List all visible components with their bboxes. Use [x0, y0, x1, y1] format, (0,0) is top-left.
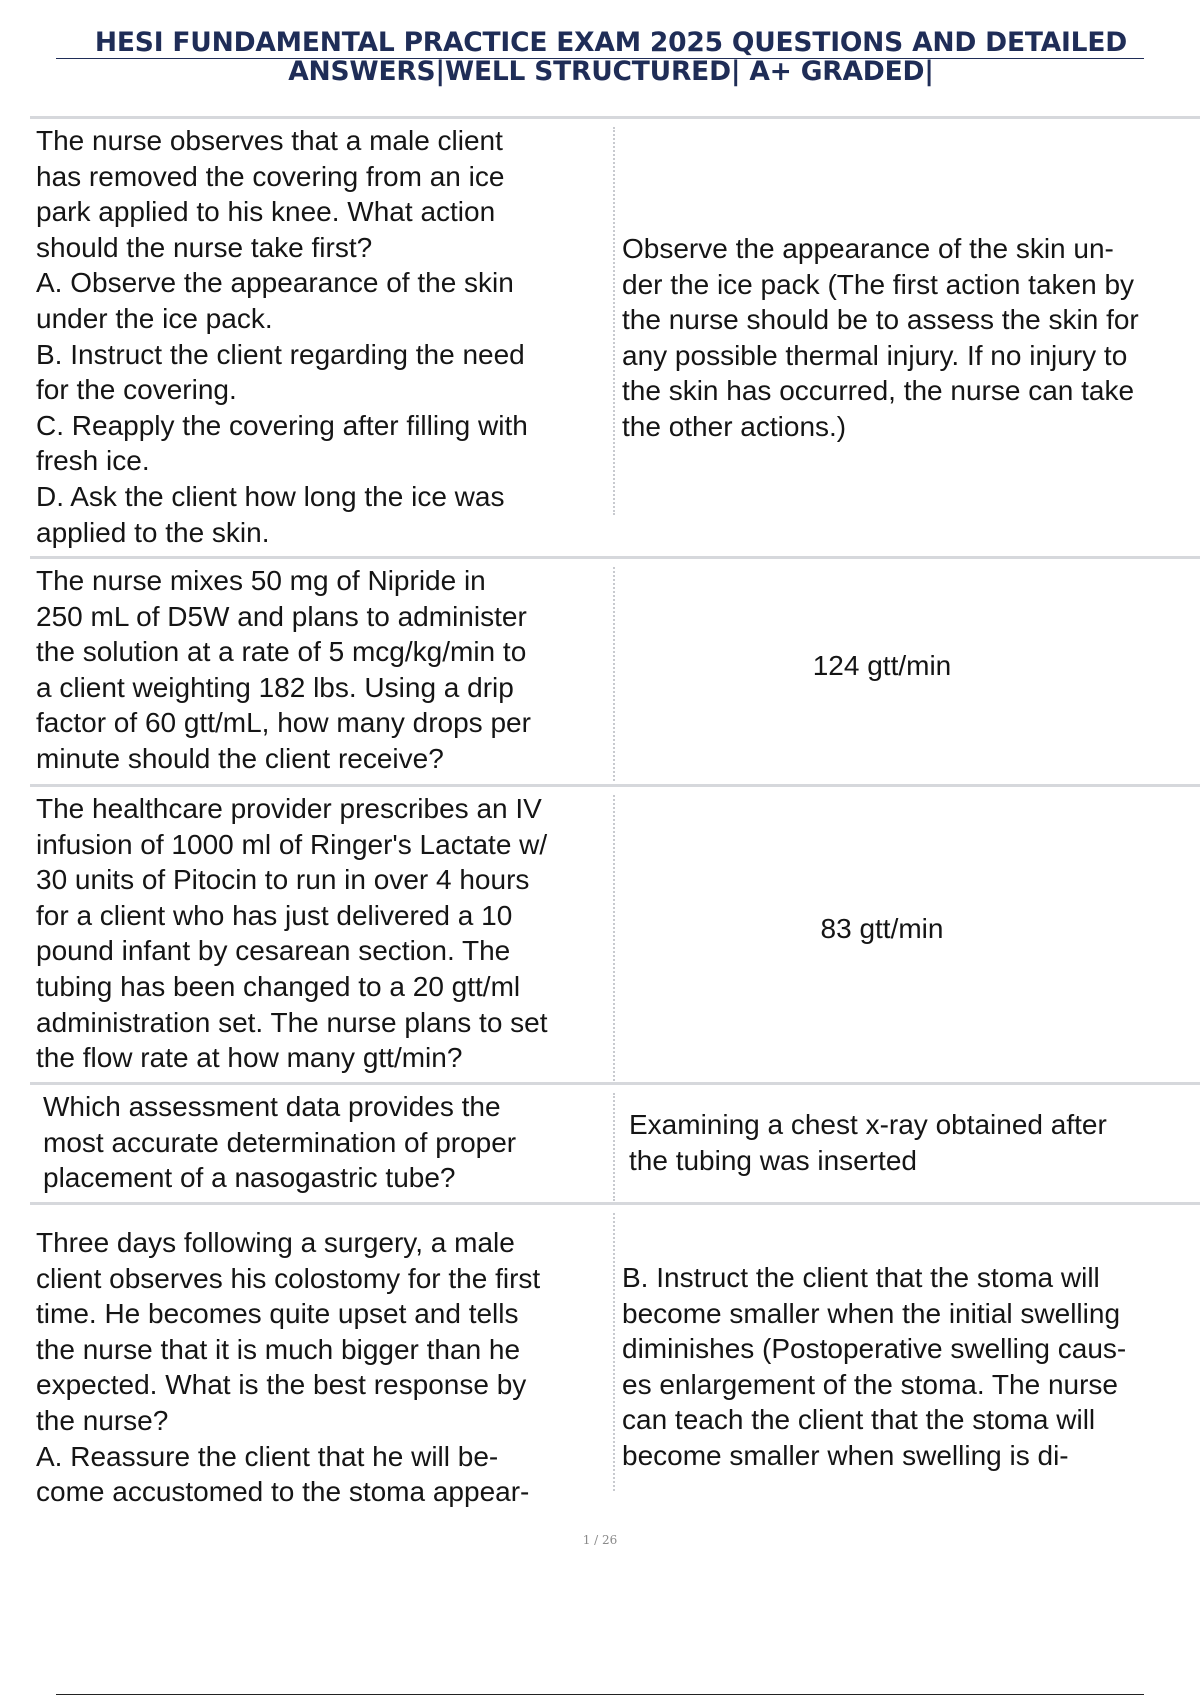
table-row	[30, 116, 1200, 548]
column-divider	[613, 127, 615, 515]
page-title	[56, 28, 1166, 86]
title-underline	[56, 58, 1144, 59]
answer-text: B. Instruct the client that the stoma will become smaller when the initial swelling diminishes (Postoperative swelling caus- es enlargement of the stoma. The nurse can teach the client that the stoma will become smaller when swelling is di-	[622, 1262, 1127, 1471]
table-row	[30, 556, 1200, 785]
column-divider	[613, 795, 615, 1081]
title-line-1: HESI FUNDAMENTAL PRACTICE EXAM 2025 QUESTIONS AND DETAILED	[94, 27, 1128, 58]
table-row	[30, 1202, 1200, 1508]
page-number: 1 / 26	[582, 1533, 618, 1547]
answer-text: Observe the appearance of the skin un- der the ice pack (The first action taken by the nurse should be to assess the skin for any possible thermal injury. If no injury to the skin has occurred, the nurse can take the other actions.)	[622, 233, 1139, 442]
question-text: The nurse mixes 50 mg of Nipride in 250 mL of D5W and plans to administer the solution at a rate of 5 mcg/kg/min to a client weighting 182 lbs. Using a drip factor of 60 gtt/mL, how many drops per minute should the client receive?	[36, 565, 531, 774]
question-text: The healthcare provider prescribes an IV infusion of 1000 ml of Ringer's Lactate w/ 30 units of Pitocin to run in over 4 hours for a client who has just delivered a 10 pound infant by cesarean section. The tubing has been changed to a 20 gtt/ml administration set. The nurse plans to set the flow rate at how many gtt/min?	[36, 793, 548, 1074]
question-text: The nurse observes that a male client has removed the covering from an ice park applied to his knee. What action should the nurse take first? A. Observe the appearance of the skin under the ice pack. B. Instruct the client regarding the need for the covering. C. Reapply the covering after filling with fresh ice. D. Ask the client how long the ice was applied to the skin.	[36, 125, 528, 548]
column-divider	[613, 1213, 615, 1491]
table-row	[30, 784, 1200, 1085]
title-line-2: ANSWERS|WELL STRUCTURED| A+ GRADED|	[288, 56, 934, 87]
question-text: Three days following a surgery, a male client observes his colostomy for the first time. He becomes quite upset and tells the nurse that it is much bigger than he expected. What is the best response by the nurse? A. Reassure the client that he will be- come accustomed to the stoma appear-	[36, 1227, 541, 1508]
answer-text: 124 gtt/min	[812, 650, 952, 681]
answer-text: Examining a chest x-ray obtained after the tubing was inserted	[629, 1109, 1107, 1176]
column-divider	[613, 567, 615, 781]
question-text: Which assessment data provides the most accurate determination of proper placement of a nasogastric tube?	[43, 1091, 517, 1194]
answer-text: 83 gtt/min	[820, 913, 944, 944]
footer-rule	[56, 1694, 1144, 1695]
column-divider	[613, 1093, 615, 1201]
table-row	[30, 1082, 1200, 1205]
